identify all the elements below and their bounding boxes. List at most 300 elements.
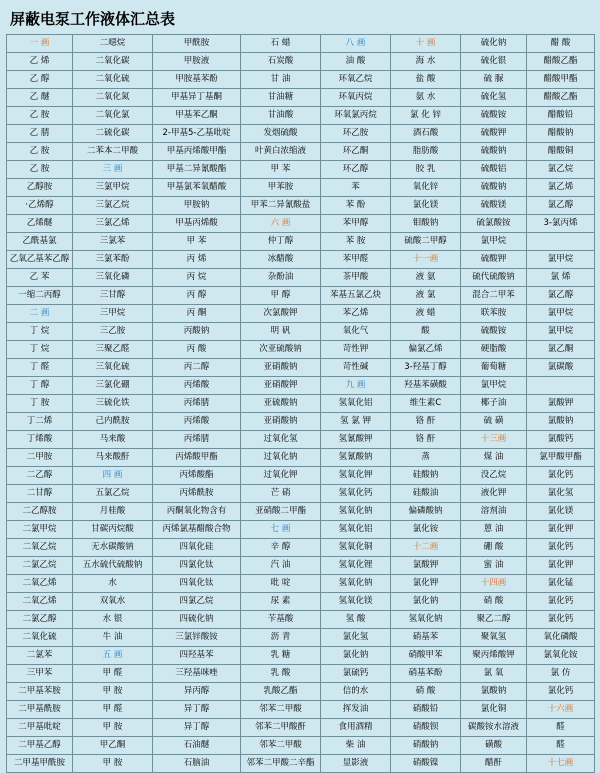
table-cell: 蒽 油 [461,521,527,539]
table-cell: 氯化钙 [527,611,595,629]
table-row [7,143,595,161]
table-row [7,251,595,269]
table-row [7,161,595,179]
table-cell: 硫化钠 [461,35,527,53]
table-cell: 四氧化钛 [153,575,241,593]
table-row [7,737,595,755]
table-cell: 乙氧乙基苯乙醇 [7,251,73,269]
table-cell: 偏氯乙烯 [391,341,461,359]
table-cell: 十三画 [461,431,527,449]
table-cell: 柴 油 [321,737,391,755]
table-cell: 过氧化钾 [241,467,321,485]
table-cell: 葡萄糖 [461,359,527,377]
table-cell: 苯基五氯乙炔 [321,287,391,305]
table-cell: 氢 氯 钾 [321,413,391,431]
table-cell: 苯 [321,179,391,197]
table-cell: 邻苯二甲酸 [241,737,321,755]
table-cell: 氯化镁 [391,197,461,215]
table-cell: 油 酸 [321,53,391,71]
table-cell: 二氧乙烷 [7,539,73,557]
table-cell: 硝酸甲苯 [391,647,461,665]
table-cell: 丙烯酸 [153,413,241,431]
table-cell: 二甲基甲酰胺 [7,755,73,773]
table-cell: 次亚硫酸钠 [241,341,321,359]
table-cell: 辛 醇 [241,539,321,557]
table-cell: 氯化钙 [527,539,595,557]
table-cell: 邻苯二甲酸二辛酯 [241,755,321,773]
table-cell: 邻苯二甲酸 [241,701,321,719]
table-cell: 丁 烷 [7,341,73,359]
table-cell: 三硫化铁 [73,395,153,413]
table-cell: 二甘醇 [7,485,73,503]
table-cell: 丙酮氧化物含有 [153,503,241,521]
table-cell: 醋酸铅 [527,107,595,125]
table-cell: 氯甲烷 [527,305,595,323]
table-cell: 氢氰酸钠 [321,449,391,467]
table-row [7,467,595,485]
table-cell: 硫酸钾 [461,125,527,143]
table-cell: 醛 [527,719,595,737]
table-cell: 双氧水 [73,593,153,611]
table-cell: 没乙烷 [461,467,527,485]
table-cell: 二噁烷 [73,35,153,53]
table-cell: 甲 胺 [73,755,153,773]
table-body [7,35,595,773]
table-row [7,179,595,197]
table-row [7,449,595,467]
table-cell: 丙烯腈 [153,395,241,413]
table-cell: 氢氧化钾 [321,467,391,485]
table-cell: 二氧化氮 [73,89,153,107]
table-cell: 三氯苯酚 [73,251,153,269]
table-cell: 挥发油 [321,701,391,719]
table-cell: 丙 醇 [153,287,241,305]
table-cell: 氨 水 [391,89,461,107]
table-cell: 五水硫代硫酸钠 [73,557,153,575]
table-cell: 二甲基酰胺 [7,701,73,719]
table-cell: 十四画 [461,575,527,593]
table-cell: 丙烯酸甲酯 [153,449,241,467]
table-cell: 甲基氯苯氧醋酸 [153,179,241,197]
table-cell: 三甘醇 [73,287,153,305]
table-cell: 氯酸钠 [461,683,527,701]
table-cell: 亚硝酸钠 [241,413,321,431]
table-cell: 马来酸酐 [73,449,153,467]
table-cell: 氢氧化锂 [321,557,391,575]
table-row [7,323,595,341]
table-cell: 三 画 [73,161,153,179]
table-cell: 丙 烯 [153,251,241,269]
table-cell: 氯化钾 [527,521,595,539]
table-cell: 甲苯二异氰酸盐 [241,197,321,215]
table-cell: 苯乙烯 [321,305,391,323]
table-cell: 甲基异丁基酮 [153,89,241,107]
table-cell: 水 [73,575,153,593]
table-cell: 硫酸铵 [461,107,527,125]
table-cell: 甲 胺 [73,719,153,737]
table-cell: 亚硝酸钠 [241,359,321,377]
table-cell: 硫氯酸铵 [461,215,527,233]
table-cell: 氢氧化镁 [321,593,391,611]
table-cell: 亚硝酸钾 [241,377,321,395]
table-cell: 二甲胺 [7,449,73,467]
table-cell: 二苯本二甲酸 [73,143,153,161]
table-cell: 维生素C [391,395,461,413]
table-cell: 发烟硫酸 [241,125,321,143]
table-cell: 蒸 [391,449,461,467]
table-cell: 三聚乙醛 [73,341,153,359]
table-cell: 二甲基苯胺 [7,683,73,701]
table-cell: 三氯锌酸铵 [153,629,241,647]
table-cell: 氯 烯 [527,269,595,287]
table-row [7,89,595,107]
table-cell: 十二画 [391,539,461,557]
table-cell: 氢氧化铝 [321,521,391,539]
table-cell: 乳酸乙酯 [241,683,321,701]
table-cell: 氯碳酸 [527,359,595,377]
table-row [7,197,595,215]
table-cell: 石油醚 [153,737,241,755]
table-cell: 液 蜡 [391,305,461,323]
table-cell: 乙醇胺 [7,179,73,197]
table-cell: 丁 烷 [7,323,73,341]
table-row [7,53,595,71]
table-cell: 硅酸油 [391,485,461,503]
table-cell: 甲胺液 [153,53,241,71]
table-cell: 二氯苯 [7,647,73,665]
table-cell: 乙 醇 [7,71,73,89]
table-cell: 氯酸钾 [391,557,461,575]
table-cell: 碳酸铵水溶液 [461,719,527,737]
table-cell: 甘油糖 [241,89,321,107]
table-cell: 过氧化氢 [241,431,321,449]
table-cell: 氯化镁 [527,503,595,521]
table-cell: 四 画 [73,467,153,485]
table-cell: 异丁醇 [153,719,241,737]
table-cell: 氯甲酸甲酯 [527,449,595,467]
table-cell: 氯氧化铵 [527,647,595,665]
table-row [7,431,595,449]
table-row [7,647,595,665]
table-cell: 七 画 [241,521,321,539]
table-cell: 二氯乙烷 [7,557,73,575]
table-cell: 氯化氢 [321,629,391,647]
table-cell: 丙烯酸酯 [153,467,241,485]
table-cell: 氯化钙 [527,467,595,485]
table-row [7,611,595,629]
table-cell: 三乙胺 [73,323,153,341]
table-cell: 氯 化 锌 [391,107,461,125]
table-cell: 丙 烷 [153,269,241,287]
table-cell: 氧化锌 [391,179,461,197]
table-cell: 三氯化硼 [73,377,153,395]
table-cell: 甲 胺 [73,683,153,701]
table-cell: 溶剂油 [461,503,527,521]
table-cell: 二氧化硫 [73,71,153,89]
table-cell: 甲苯胺 [241,179,321,197]
table-cell: 氯化铜 [461,701,527,719]
table-cell: 六 画 [241,215,321,233]
table-cell: 椰子油 [461,395,527,413]
table-cell: 过氧化钠 [241,449,321,467]
table-cell: 醋酐 [461,755,527,773]
page-title: 屏蔽电泵工作液体汇总表 [10,10,176,28]
table-cell: 甘 油 [241,71,321,89]
table-cell: 五 画 [73,647,153,665]
table-cell: 氯酸钾 [527,395,595,413]
table-cell: 十七画 [527,755,595,773]
table-cell: 汽 油 [241,557,321,575]
table-cell: 己内酰胺 [73,413,153,431]
table-cell: 氯化钙 [527,593,595,611]
table-cell: 二乙醇 [7,467,73,485]
table-cell: 一缩二丙醇 [7,287,73,305]
table-cell: 硫酸铝 [461,161,527,179]
table-cell: 甲基丙烯酸 [153,215,241,233]
table-cell: 氯化钾 [527,557,595,575]
table-cell: 丙烯腈 [153,431,241,449]
table-cell: 甲 醇 [241,287,321,305]
table-cell: 苯甲醇 [321,215,391,233]
table-cell: 醋酸乙酯 [527,53,595,71]
table-cell: 氢氧化钙 [321,485,391,503]
table-cell: 显影液 [321,755,391,773]
table-cell: 二硫化碳 [73,125,153,143]
table-cell: 三羟基咪唑 [153,665,241,683]
table-cell: 氯甲烷 [461,233,527,251]
table-cell: 三氯乙烯 [73,215,153,233]
table-cell: 钼酸钠 [391,215,461,233]
table-cell: 一 画 [7,35,73,53]
table-cell: 二氧乙烯 [7,575,73,593]
table-cell: 二 画 [7,305,73,323]
table-cell: 酒石酸 [391,125,461,143]
table-cell: 二氯甲烷 [7,521,73,539]
table-row [7,683,595,701]
table-cell: 二氧化硫 [7,629,73,647]
table-cell: 月桂酸 [73,503,153,521]
table-cell: 聚氧氢 [461,629,527,647]
table-cell: 三氯乙烷 [73,197,153,215]
table-cell: 氯化钠 [391,593,461,611]
table-cell: 蜜 油 [461,557,527,575]
table-cell: 硅酸钠 [391,467,461,485]
table-cell: 丁烯酸 [7,431,73,449]
table-cell: 甲 苯 [241,161,321,179]
table-cell: 仲丁醇 [241,233,321,251]
table-cell: 乙 苯 [7,269,73,287]
table-cell: 亚硫酸钠 [241,395,321,413]
table-row [7,485,595,503]
table-row [7,359,595,377]
table-cell: 苛性钾 [321,341,391,359]
table-row [7,107,595,125]
table-cell: 煤 油 [461,449,527,467]
table-cell: 异丙醇 [153,683,241,701]
table-row [7,575,595,593]
table-cell: 水 银 [73,611,153,629]
table-cell: 二甲基乙醇 [7,737,73,755]
table-cell: 液化钾 [461,485,527,503]
table-cell: 氯酸钠 [527,413,595,431]
table-cell: 乙 烯 [7,53,73,71]
table-row [7,71,595,89]
table-cell: 环乙胺 [321,125,391,143]
table-cell: 芒 硝 [241,485,321,503]
table-cell: 茶甲酸 [321,269,391,287]
table-cell: 氯化钠 [321,647,391,665]
table-cell: 冰醋酸 [241,251,321,269]
table-cell: 氯甲烷 [527,251,595,269]
table-cell: 硝基苯 [391,629,461,647]
table-cell: 苛性碱 [321,359,391,377]
table-cell: 丁 胺 [7,395,73,413]
table-cell: 硝酸铅 [391,701,461,719]
table-cell: 甲胺钠 [153,197,241,215]
table-cell: 酸 [391,323,461,341]
table-cell: 3-氯丙烯 [527,215,595,233]
table-cell: 氯 氧 [461,665,527,683]
table-cell: 环乙酮 [321,143,391,161]
table-cell: 甲 苯 [153,233,241,251]
table-cell: 氧化磷酸 [527,629,595,647]
table-cell: 醋酸钠 [527,125,595,143]
table-cell: 氯甲烷 [527,323,595,341]
table-cell: 乙 醚 [7,89,73,107]
table-cell: ·乙烯醇 [7,197,73,215]
table-row [7,233,595,251]
table-cell: 醋酸甲酯 [527,71,595,89]
table-cell: 氯乙烷 [527,161,595,179]
table-row [7,215,595,233]
table-cell: 铬 酐 [391,431,461,449]
table-cell: 混合二甲苯 [461,287,527,305]
table-cell: 邻苯二甲酸酐 [241,719,321,737]
table-cell: 硼 酸 [461,539,527,557]
table-cell: 乳 酸 [241,665,321,683]
table-cell: 氯乙醇 [527,287,595,305]
table-cell: 醋酸铜 [527,143,595,161]
table-cell: 二氧化碳 [73,53,153,71]
table-cell: 硝 酸 [461,593,527,611]
table-cell: 马来酸 [73,431,153,449]
table-cell: 苯 酚 [321,197,391,215]
table-cell: 硫酸钾 [461,251,527,269]
table-cell: 氢氧化钠 [321,575,391,593]
table-cell: 苄基酸 [241,611,321,629]
table-cell: 食用酒精 [321,719,391,737]
table-cell: 氯乙酮 [527,341,595,359]
table-cell: 丙 酸 [153,341,241,359]
table-cell: 胶 乳 [391,161,461,179]
table-cell: 偏磷酸钠 [391,503,461,521]
table-cell: 三氯苯 [73,233,153,251]
table-cell: 尿 素 [241,593,321,611]
table-cell: 苯 胺 [321,233,391,251]
table-cell: 四氧化硅 [153,539,241,557]
table-cell: 脂肪酸 [391,143,461,161]
table-cell: 氯化锰 [527,575,595,593]
table-cell: 乙酰基氯 [7,233,73,251]
table-cell: 四氯化钛 [153,557,241,575]
table-cell: 石脑油 [153,755,241,773]
table-cell: 杂酚油 [241,269,321,287]
table-cell: 叶黄白浓缩液 [241,143,321,161]
table-cell: 环氧丙烷 [321,89,391,107]
table-cell: 牛 油 [73,629,153,647]
table-cell: 十六画 [527,701,595,719]
table-cell: 3-羟基丁醇 [391,359,461,377]
table-cell [527,377,595,395]
table-cell: 丙烯氯基醋酸合物 [153,521,241,539]
table-cell: 磺酸 [461,737,527,755]
table-cell: 甲酰胺 [153,35,241,53]
table-row [7,413,595,431]
table-cell: 氯酸钙 [527,431,595,449]
table-cell: 硫酸镁 [461,197,527,215]
table-cell: 乳 糖 [241,647,321,665]
table-row [7,593,595,611]
table-cell: 十一画 [391,251,461,269]
table-cell: 2-甲基5-乙基吡啶 [153,125,241,143]
table-cell: 环乙醇 [321,161,391,179]
table-row [7,719,595,737]
table-row [7,395,595,413]
table-cell: 羟基苯磺酸 [391,377,461,395]
table-cell: 甲 醛 [73,665,153,683]
table-cell: 硫酸铵 [461,323,527,341]
table-cell: 甲基苯乙酮 [153,107,241,125]
table-cell: 聚丙烯酸钾 [461,647,527,665]
table-cell: 丁 醇 [7,377,73,395]
table-row [7,701,595,719]
table-cell [527,233,595,251]
table-cell: 二氯乙醇 [7,611,73,629]
table-cell: 硫化氢 [461,89,527,107]
table-cell: 四硫化钠 [153,611,241,629]
table-cell: 氯化钙 [527,683,595,701]
table-cell: 海 水 [391,53,461,71]
table-cell: 液 氯 [391,287,461,305]
table-cell: 二乙醇胺 [7,503,73,521]
table-cell: 丙二醇 [153,359,241,377]
table-cell: 氯乙烯 [527,179,595,197]
table-cell: 硫酸钠 [461,179,527,197]
table-cell: 硝酸钡 [391,719,461,737]
table-cell: 丙烯酸 [153,377,241,395]
table-cell: 三氧化磷 [73,269,153,287]
table-cell: 石 蜡 [241,35,321,53]
table-row [7,287,595,305]
table-cell: 硫 脲 [461,71,527,89]
table-row [7,503,595,521]
table-cell: 硫化银 [461,53,527,71]
table-cell: 甘油酸 [241,107,321,125]
table-cell: 氢氧化钠 [321,503,391,521]
table-cell: 八 画 [321,35,391,53]
table-cell: 乙 胺 [7,107,73,125]
table-cell: 甲乙酮 [73,737,153,755]
table-cell: 硫代硫酸钠 [461,269,527,287]
table-cell: 氯乙醇 [527,197,595,215]
table-cell: 次氯酸钾 [241,305,321,323]
table-cell: 明 矾 [241,323,321,341]
table-cell: 乙 腈 [7,125,73,143]
table-cell: 乙 胺 [7,143,73,161]
table-cell: 乙 胺 [7,161,73,179]
table-cell: 氯硫钙 [321,665,391,683]
table-cell: 硝 酸 [391,683,461,701]
